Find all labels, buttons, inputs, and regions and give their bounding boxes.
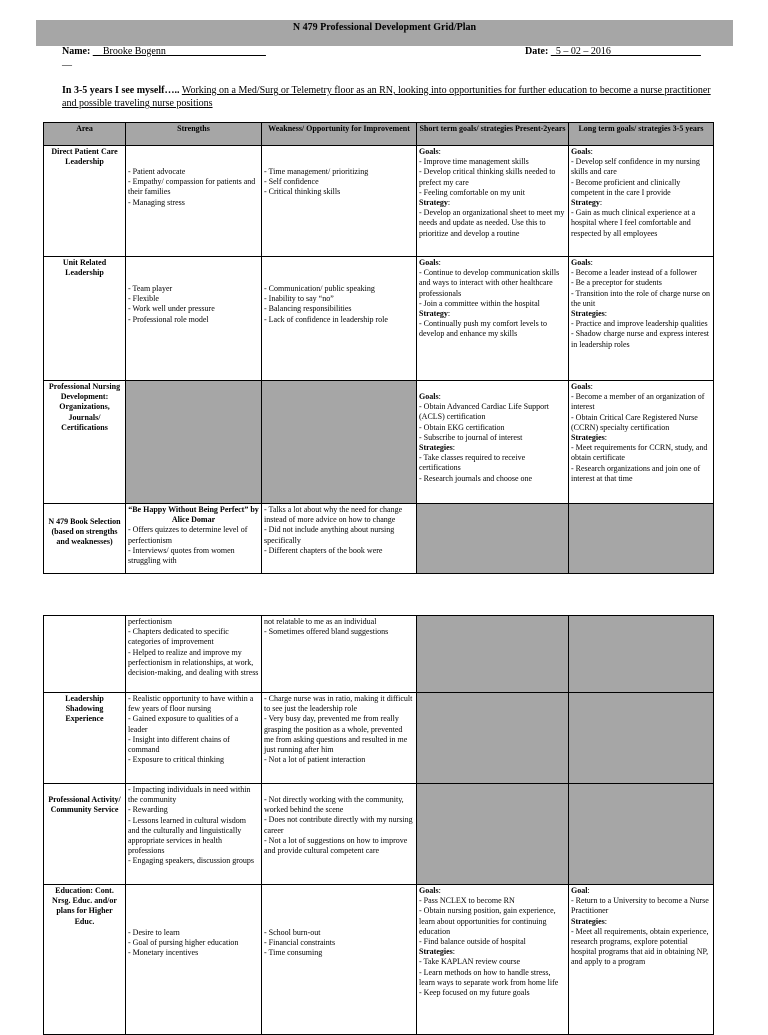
list-item: - Professional role model bbox=[128, 314, 209, 324]
list-item: - Develop critical thinking skills needed to prefect my care bbox=[419, 167, 556, 187]
list-item: - Learn methods on how to handle stress, learn ways to separate work from home life bbox=[419, 967, 559, 987]
date-label: Date: bbox=[525, 46, 549, 57]
list-item: - Meet requirements for CCRN, study, and obtain certificate bbox=[571, 443, 708, 463]
shaded-cell bbox=[569, 784, 714, 885]
item-list bbox=[264, 617, 414, 637]
item-list bbox=[419, 957, 566, 998]
list-item: - Develop an organizational sheet to meet my needs and update as needed. Use this to prioritize and develop a routine bbox=[419, 208, 565, 238]
list-item: - Self confidence bbox=[264, 177, 319, 187]
list-item: - Research organizations and join one of interest at that time bbox=[571, 463, 701, 483]
strategies-label: Strategies bbox=[571, 433, 605, 443]
shaded-cell bbox=[262, 381, 417, 504]
date-value: _5 – 02 – 2016__________________ bbox=[550, 46, 701, 57]
header-row bbox=[44, 123, 714, 146]
strengths-cell bbox=[126, 257, 262, 381]
header-weakness: Weakness/ Opportunity for Improvement bbox=[262, 123, 417, 146]
long-term-cell: Goals: - Become a leader instead of a follower - Be a preceptor for students - Transition into the role of charge nurse on the unit Strategies: - Practice and improve leadership qualities - Shadow charge nurse and express interest in leadership roles bbox=[569, 257, 714, 381]
list-item: - Obtain Critical Care Registered Nurse (CCRN) specialty certification bbox=[571, 412, 698, 432]
list-item: - Time management/ prioritizing bbox=[264, 167, 369, 176]
list-item: - Pass NCLEX to become RN bbox=[419, 896, 515, 906]
short-term-cell: Goals: - Continue to develop communication skills and ways to interact with other healthcare professionals - Join a committee within the hospital Strategy: - Continually push my comfort levels to develop and enhance my skills bbox=[417, 257, 569, 381]
strategies-label: Strategies bbox=[419, 947, 453, 957]
list-item: - Flexible bbox=[128, 294, 159, 304]
item-list bbox=[419, 402, 566, 443]
list-item: - Obtain EKG certification bbox=[419, 422, 505, 432]
area-label: N 479 Book Selection (based on strengths and weaknesses) bbox=[48, 517, 121, 547]
weakness-cell bbox=[262, 146, 417, 257]
area-cell: Education: Cont. Nrsg. Educ. and/or plans for Higher Educ. bbox=[44, 885, 126, 1035]
item-list bbox=[419, 896, 566, 947]
list-item: - Talks a lot about why the need for change instead of more advice on how to change bbox=[264, 505, 403, 525]
list-item: - Managing stress bbox=[128, 197, 185, 207]
area-cell: Leadership Shadowing Experience bbox=[44, 693, 126, 784]
list-item: - Desire to learn bbox=[128, 928, 180, 937]
list-item: - Take KAPLAN review course bbox=[419, 957, 521, 967]
item-list bbox=[571, 392, 711, 433]
list-item: - Sometimes offered bland suggestions bbox=[264, 627, 389, 637]
item-list bbox=[264, 167, 414, 198]
list-item: - Obtain Advanced Cardiac Life Support (ACLS) certification bbox=[419, 402, 549, 422]
row-direct-patient-care bbox=[44, 146, 714, 257]
list-item: - Return to a University to become a Nurse Practitioner bbox=[571, 896, 709, 916]
strategies-label: Strategies bbox=[419, 443, 453, 453]
list-item: - Obtain nursing position, gain experience, learn about opportunities for continuing education bbox=[419, 906, 556, 936]
list-item: - Continually push my comfort levels to develop and enhance my skills bbox=[419, 319, 547, 339]
item-list bbox=[128, 694, 259, 765]
area-cell: Direct Patient Care Leadership bbox=[44, 146, 126, 257]
area-cell bbox=[44, 784, 126, 885]
area-cell bbox=[44, 504, 126, 574]
list-item: - Be a preceptor for students bbox=[571, 278, 662, 288]
item-list bbox=[128, 617, 259, 678]
item-list bbox=[264, 694, 414, 765]
item-list bbox=[571, 896, 711, 916]
row-education bbox=[44, 885, 714, 1035]
list-item: - Realistic opportunity to have within a few years of floor nursing bbox=[128, 694, 254, 714]
list-item: - Continue to develop communication skills and ways to interact with other healthcare professionals bbox=[419, 268, 560, 298]
long-term-cell: Goals: - Become a member of an organization of interest - Obtain Critical Care Registered Nurse (CCRN) specialty certification Strategies: - Meet requirements for CCRN, study, and obtain certificate - Research organizations and join one of interest at that time bbox=[569, 381, 714, 504]
vision-label: In 3-5 years I see myself….. bbox=[62, 85, 180, 96]
goals-label: Goals bbox=[419, 886, 439, 895]
strategies-label: Strategies bbox=[571, 916, 605, 926]
list-item: - Find balance outside of hospital bbox=[419, 937, 526, 947]
row-book-selection-continued bbox=[44, 616, 714, 693]
list-item: - Time consuming bbox=[264, 948, 323, 958]
list-item: - Balancing responsibilities bbox=[264, 304, 352, 314]
list-item: - Monetary incentives bbox=[128, 948, 199, 958]
list-item: - School burn-out bbox=[264, 928, 321, 937]
weakness-cell bbox=[262, 693, 417, 784]
list-item: - Financial constraints bbox=[264, 938, 336, 948]
list-item: - Critical thinking skills bbox=[264, 187, 341, 197]
item-list bbox=[571, 157, 711, 198]
list-item: - Research journals and choose one bbox=[419, 473, 533, 483]
short-term-cell: Goals: - Pass NCLEX to become RN - Obtain nursing position, gain experience, learn about opportunities for continuing education - Find balance outside of hospital Strategies: - Take KAPLAN review course - Learn methods on how to handle stress, learn ways to separate work from home life - Keep focused on my future goals bbox=[417, 885, 569, 1035]
row-professional-activity bbox=[44, 784, 714, 885]
list-item: - Gain as much clinical experience at a hospital where I feel comfortable and respected by all employees bbox=[571, 208, 696, 238]
list-item: - Develop self confidence in my nursing skills and care bbox=[571, 157, 700, 177]
list-item: - Offers quizzes to determine level of perfectionism bbox=[128, 525, 248, 545]
list-item: - Impacting individuals in need within the community bbox=[128, 785, 251, 805]
list-item: - Lessons learned in cultural wisdom and the culturally and linguistically appropriate services in health professions bbox=[128, 815, 246, 856]
list-item: - Exposure to critical thinking bbox=[128, 755, 224, 765]
page-title: N 479 Professional Development Grid/Plan bbox=[36, 20, 733, 46]
shaded-cell bbox=[569, 504, 714, 574]
strategy-label: Strategy bbox=[419, 198, 448, 208]
item-list bbox=[419, 208, 566, 239]
shaded-cell bbox=[417, 693, 569, 784]
weakness-cell bbox=[262, 885, 417, 1035]
goals-label: Goals bbox=[419, 147, 439, 156]
strengths-cell bbox=[126, 146, 262, 257]
goals-label: Goals bbox=[571, 258, 591, 267]
list-item: - Did not include anything about nursing specifically bbox=[264, 525, 395, 545]
list-item: - Keep focused on my future goals bbox=[419, 988, 530, 998]
item-list bbox=[128, 284, 259, 325]
item-list bbox=[571, 927, 711, 968]
vision-text: Working on a Med/Surg or Telemetry floor as an RN, looking into opportunities for further education to become a nurse practitioner and possible traveling nurse positions bbox=[62, 85, 711, 109]
list-item: - Practice and improve leadership qualities bbox=[571, 319, 708, 329]
name-label: Name: bbox=[62, 46, 91, 57]
strengths-cell bbox=[126, 885, 262, 1035]
list-item: - Communication/ public speaking bbox=[264, 284, 375, 293]
shaded-cell bbox=[417, 504, 569, 574]
list-item: - Charge nurse was in ratio, making it difficult to see just the leadership role bbox=[264, 694, 413, 714]
development-grid-page-1 bbox=[43, 122, 714, 574]
weakness-cell bbox=[262, 616, 417, 693]
list-item: - Not a lot of suggestions on how to improve and provide cultural competent care bbox=[264, 835, 408, 856]
list-item: perfectionism bbox=[128, 617, 172, 626]
strengths-cell bbox=[126, 504, 262, 574]
goals-label: Goals bbox=[571, 147, 591, 156]
list-item: - Does not contribute directly with my nursing career bbox=[264, 815, 413, 835]
list-item: - Team player bbox=[128, 284, 173, 293]
shaded-cell bbox=[126, 381, 262, 504]
list-item: - Transition into the role of charge nurse on the unit bbox=[571, 288, 710, 308]
strategy-label: Strategy bbox=[419, 309, 448, 319]
item-list bbox=[419, 319, 566, 339]
area-cell: Unit Related Leadership bbox=[44, 257, 126, 381]
item-list bbox=[264, 928, 414, 959]
name-row bbox=[62, 46, 266, 57]
header-short-term: Short term goals/ strategies Present-2years bbox=[417, 123, 569, 146]
item-list bbox=[128, 525, 259, 566]
list-item: - Lack of confidence in leadership role bbox=[264, 314, 388, 324]
header-area: Area bbox=[44, 123, 126, 146]
list-item: - Interviews/ quotes from women struggling with bbox=[128, 545, 235, 566]
item-list bbox=[419, 453, 566, 484]
item-list bbox=[264, 795, 414, 856]
list-item: - Inability to say “no” bbox=[264, 294, 334, 304]
goals-label: Goals bbox=[419, 392, 439, 401]
list-item: - Shadow charge nurse and express interest in leadership roles bbox=[571, 329, 710, 349]
goals-label: Goals bbox=[419, 258, 439, 267]
book-title: “Be Happy Without Being Perfect” by Alice Domar bbox=[128, 505, 259, 525]
strengths-cell bbox=[126, 693, 262, 784]
list-item: - Engaging speakers, discussion groups bbox=[128, 856, 254, 866]
area-cell bbox=[44, 616, 126, 693]
list-item: - Take classes required to receive certifications bbox=[419, 453, 526, 473]
strategy-label: Strategy bbox=[571, 198, 600, 208]
list-item: - Become a leader instead of a follower bbox=[571, 268, 697, 278]
shaded-cell bbox=[569, 616, 714, 693]
list-item: not relatable to me as an individual bbox=[264, 617, 377, 626]
short-term-cell: Goals: - Obtain Advanced Cardiac Life Support (ACLS) certification - Obtain EKG certification - Subscribe to journal of interest Strategies: - Take classes required to receive certifications - Research journals and choose one bbox=[417, 381, 569, 504]
development-grid-page-2 bbox=[43, 615, 714, 1035]
row-unit-related bbox=[44, 257, 714, 381]
row-book-selection bbox=[44, 504, 714, 574]
list-item: - Patient advocate bbox=[128, 167, 186, 176]
item-list bbox=[264, 505, 414, 556]
list-item: - Goal of pursing higher education bbox=[128, 938, 239, 948]
strategies-label: Strategies bbox=[571, 309, 605, 319]
goals-label: Goals bbox=[571, 382, 591, 391]
list-item: - Different chapters of the book were bbox=[264, 545, 383, 555]
list-item: - Empathy/ compassion for patients and their families bbox=[128, 177, 256, 197]
vision-statement bbox=[62, 84, 712, 110]
item-list bbox=[128, 167, 259, 208]
weakness-cell bbox=[262, 257, 417, 381]
dash-mark: — bbox=[62, 60, 72, 71]
goal-label: Goal bbox=[571, 886, 588, 895]
item-list bbox=[128, 785, 259, 867]
list-item: - Rewarding bbox=[128, 805, 168, 815]
list-item: - Not a lot of patient interaction bbox=[264, 755, 366, 765]
header-long-term: Long term goals/ strategies 3-5 years bbox=[569, 123, 714, 146]
strengths-cell bbox=[126, 616, 262, 693]
long-term-cell: Goal: - Return to a University to become a Nurse Practitioner Strategies: - Meet all requirements, obtain experience, research programs, explore potential hospital programs that aid in obtaining NP, and apply to a program bbox=[569, 885, 714, 1035]
list-item: - Improve time management skills bbox=[419, 157, 529, 167]
list-item: - Very busy day, prevented me from really grasping the position as a whole, prevented me from asking questions and resulted in me just running after him bbox=[264, 714, 408, 755]
header-strengths: Strengths bbox=[126, 123, 262, 146]
list-item: - Chapters dedicated to specific categories of improvement bbox=[128, 627, 229, 647]
list-item: - Helped to realize and improve my perfectionism in relationships, at work, decision-making, and dealing with stress bbox=[128, 647, 259, 678]
item-list bbox=[571, 443, 711, 484]
list-item: - Become proficient and clinically competent in the care I provide bbox=[571, 177, 681, 197]
list-item: - Not directly working with the community, worked behind the scene bbox=[264, 795, 404, 815]
name-value: __Brooke Bogenn____________________ bbox=[92, 46, 266, 57]
list-item: - Join a committee within the hospital bbox=[419, 298, 540, 308]
shaded-cell bbox=[569, 693, 714, 784]
item-list bbox=[128, 928, 259, 959]
area-cell: Professional Nursing Development: Organizations, Journals/ Certifications bbox=[44, 381, 126, 504]
weakness-cell bbox=[262, 784, 417, 885]
list-item: - Work well under pressure bbox=[128, 304, 215, 314]
list-item: - Feeling comfortable on my unit bbox=[419, 187, 525, 197]
item-list bbox=[419, 157, 566, 198]
list-item: - Insight into different chains of command bbox=[128, 734, 230, 755]
row-leadership-shadowing bbox=[44, 693, 714, 784]
item-list bbox=[264, 284, 414, 325]
list-item: - Meet all requirements, obtain experience, research programs, explore potential hospital programs that aid in obtaining NP, and apply to a program bbox=[571, 926, 709, 967]
long-term-cell: Goals: - Develop self confidence in my nursing skills and care - Become proficient and clinically competent in the care I provide Strategy: - Gain as much clinical experience at a hospital where I feel comfortable and respected by all employees bbox=[569, 146, 714, 257]
weakness-cell bbox=[262, 504, 417, 574]
strengths-cell bbox=[126, 784, 262, 885]
item-list bbox=[571, 208, 711, 239]
date-row bbox=[525, 46, 701, 57]
item-list bbox=[419, 268, 566, 309]
area-label: Professional Activity/ Community Service bbox=[48, 795, 121, 815]
list-item: - Gained exposure to qualities of a leader bbox=[128, 714, 239, 734]
shaded-cell bbox=[417, 784, 569, 885]
row-professional-development bbox=[44, 381, 714, 504]
shaded-cell bbox=[417, 616, 569, 693]
list-item: - Subscribe to journal of interest bbox=[419, 432, 523, 442]
list-item: - Become a member of an organization of interest bbox=[571, 392, 705, 412]
item-list bbox=[571, 268, 711, 309]
short-term-cell: Goals: - Improve time management skills - Develop critical thinking skills needed to prefect my care - Feeling comfortable on my unit Strategy: - Develop an organizational sheet to meet my needs and update as needed. Use this to prioritize and develop a routine bbox=[417, 146, 569, 257]
item-list bbox=[571, 319, 711, 350]
